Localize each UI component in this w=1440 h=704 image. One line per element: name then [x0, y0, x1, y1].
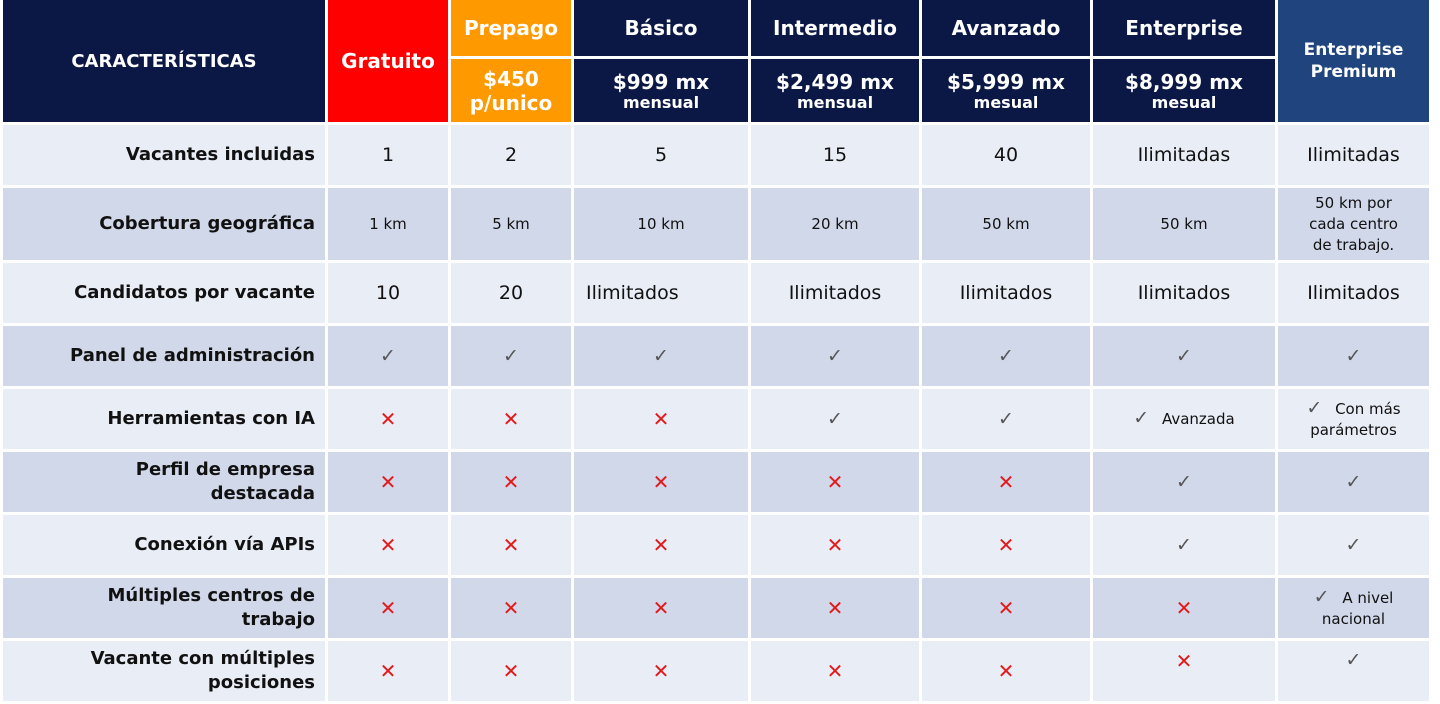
note-line: nacional: [1321, 609, 1386, 628]
value-cell: 15: [751, 125, 919, 185]
feature-line: Múltiples centros de: [107, 585, 315, 606]
check-icon: ✓: [503, 345, 519, 367]
cross-icon: ✕: [652, 407, 670, 431]
feature-label: Candidatos por vacante: [3, 263, 325, 323]
feature-label: Vacantes incluidas: [3, 125, 325, 185]
value-cell: Ilimitadas: [1093, 125, 1275, 185]
plan-intermedio-name: Intermedio: [751, 0, 919, 56]
feature-label: Cobertura geográfica: [3, 188, 325, 260]
period: mensual: [622, 92, 700, 112]
period: p/unico: [469, 90, 553, 115]
premium-name-line2: Premium: [1310, 62, 1397, 82]
cross-icon: ✕: [502, 470, 520, 494]
plan-gratuito-header: Gratuito: [328, 0, 448, 122]
cross-icon: ✕: [502, 407, 520, 431]
period: mesual: [973, 92, 1039, 112]
cross-icon: ✕: [1175, 596, 1193, 620]
note-line: parámetros: [1310, 420, 1397, 439]
value-cell: 20: [451, 263, 571, 323]
check-icon: ✓: [1176, 534, 1192, 556]
plan-avanzado-price: [922, 59, 1090, 122]
table-row: [3, 263, 1429, 323]
cross-icon: ✕: [502, 596, 520, 620]
cross-icon: ✕: [379, 470, 397, 494]
plan-intermedio-price: [751, 59, 919, 122]
cross-icon: ✕: [502, 533, 520, 557]
plan-basico-name: Básico: [574, 0, 748, 56]
cross-icon: ✕: [379, 407, 397, 431]
plan-enterprise-premium-header: [1278, 0, 1429, 122]
price: $8,999 mx: [1125, 69, 1243, 94]
plan-enterprise-name: Enterprise: [1093, 0, 1275, 56]
cross-icon: ✕: [652, 470, 670, 494]
feature-label: [3, 641, 325, 701]
value-cell: 5: [574, 125, 748, 185]
cross-icon: ✕: [826, 659, 844, 683]
table-row: [3, 188, 1429, 260]
value-cell: 10 km: [574, 188, 748, 260]
check-icon: ✓: [827, 408, 843, 430]
cross-icon: ✕: [1175, 649, 1193, 673]
check-icon: ✓: [998, 345, 1014, 367]
feature-label: Panel de administración: [3, 326, 325, 386]
premium-name-line1: Enterprise: [1303, 40, 1404, 60]
note-text: Avanzada: [1161, 410, 1235, 428]
cross-icon: ✕: [997, 659, 1015, 683]
price: $450: [483, 66, 539, 91]
feature-line: trabajo: [241, 609, 315, 630]
table-row: [3, 578, 1429, 638]
cross-icon: ✕: [379, 533, 397, 557]
value-cell: 5 km: [451, 188, 571, 260]
value-cell: Ilimitados: [1278, 263, 1429, 323]
feature-label: Conexión vía APIs: [3, 515, 325, 575]
cross-icon: ✕: [826, 596, 844, 620]
table-row: [3, 125, 1429, 185]
plan-basico-price: [574, 59, 748, 122]
check-icon: ✓: [1345, 345, 1362, 367]
note-line: Con más: [1335, 399, 1401, 418]
value-cell: 50 km: [1093, 188, 1275, 260]
price: $2,499 mx: [776, 69, 894, 94]
feature-label: [3, 578, 325, 638]
table-row: [3, 515, 1429, 575]
cross-icon: ✕: [652, 596, 670, 620]
cross-icon: ✕: [379, 596, 397, 620]
feature-line: destacada: [210, 483, 315, 504]
value-cell: 40: [922, 125, 1090, 185]
cross-icon: ✕: [502, 659, 520, 683]
feature-label: Herramientas con IA: [3, 389, 325, 449]
period: mensual: [796, 92, 874, 112]
note-line: 50 km por: [1315, 193, 1392, 212]
price: $5,999 mx: [947, 69, 1065, 94]
features-header: CARACTERÍSTICAS: [3, 0, 325, 122]
cross-icon: ✕: [997, 533, 1015, 557]
value-cell: [1278, 188, 1429, 260]
cross-icon: ✕: [652, 533, 670, 557]
check-icon: ✓: [1306, 396, 1323, 419]
cross-icon: ✕: [997, 596, 1015, 620]
value-cell: 1 km: [328, 188, 448, 260]
plan-prepago-price: [451, 59, 571, 122]
value-cell: 1: [328, 125, 448, 185]
check-icon: ✓: [1345, 471, 1362, 493]
table-row: [3, 641, 1429, 701]
value-cell: Ilimitados: [1093, 263, 1275, 323]
feature-label: [3, 452, 325, 512]
note-line: A nivel: [1342, 588, 1394, 607]
value-cell: Ilimitados: [574, 263, 748, 323]
table-row: [3, 452, 1429, 512]
table-row: [3, 389, 1429, 449]
value-cell: Ilimitadas: [1278, 125, 1429, 185]
check-icon: ✓: [998, 408, 1014, 430]
plan-prepago-name: Prepago: [451, 0, 571, 56]
note-line: cada centro: [1309, 214, 1398, 233]
check-icon: ✓: [1345, 649, 1362, 671]
period: mesual: [1151, 92, 1217, 112]
cross-icon: ✕: [652, 659, 670, 683]
value-cell: Ilimitados: [922, 263, 1090, 323]
check-icon: ✓: [827, 345, 843, 367]
feature-line: Vacante con múltiples: [90, 648, 315, 669]
check-icon: ✓: [1176, 345, 1192, 367]
value-cell: 10: [328, 263, 448, 323]
feature-line: posiciones: [207, 672, 315, 693]
feature-line: Perfil de empresa: [135, 459, 315, 480]
plan-avanzado-name: Avanzado: [922, 0, 1090, 56]
note-line: de trabajo.: [1312, 235, 1395, 254]
check-icon: ✓: [380, 345, 396, 367]
value-cell: Ilimitados: [751, 263, 919, 323]
plan-enterprise-price: [1093, 59, 1275, 122]
check-icon: ✓: [1345, 534, 1362, 556]
check-icon: ✓: [1133, 407, 1150, 429]
value-cell: 50 km: [922, 188, 1090, 260]
cross-icon: ✕: [379, 659, 397, 683]
cross-icon: ✕: [997, 470, 1015, 494]
price: $999 mx: [612, 69, 710, 94]
cross-icon: ✕: [826, 533, 844, 557]
table-row: [3, 326, 1429, 386]
check-icon: ✓: [1313, 585, 1330, 608]
check-icon: ✓: [1176, 471, 1192, 493]
value-cell: 2: [451, 125, 571, 185]
cross-icon: ✕: [826, 470, 844, 494]
value-cell: 20 km: [751, 188, 919, 260]
check-icon: ✓: [653, 345, 669, 367]
